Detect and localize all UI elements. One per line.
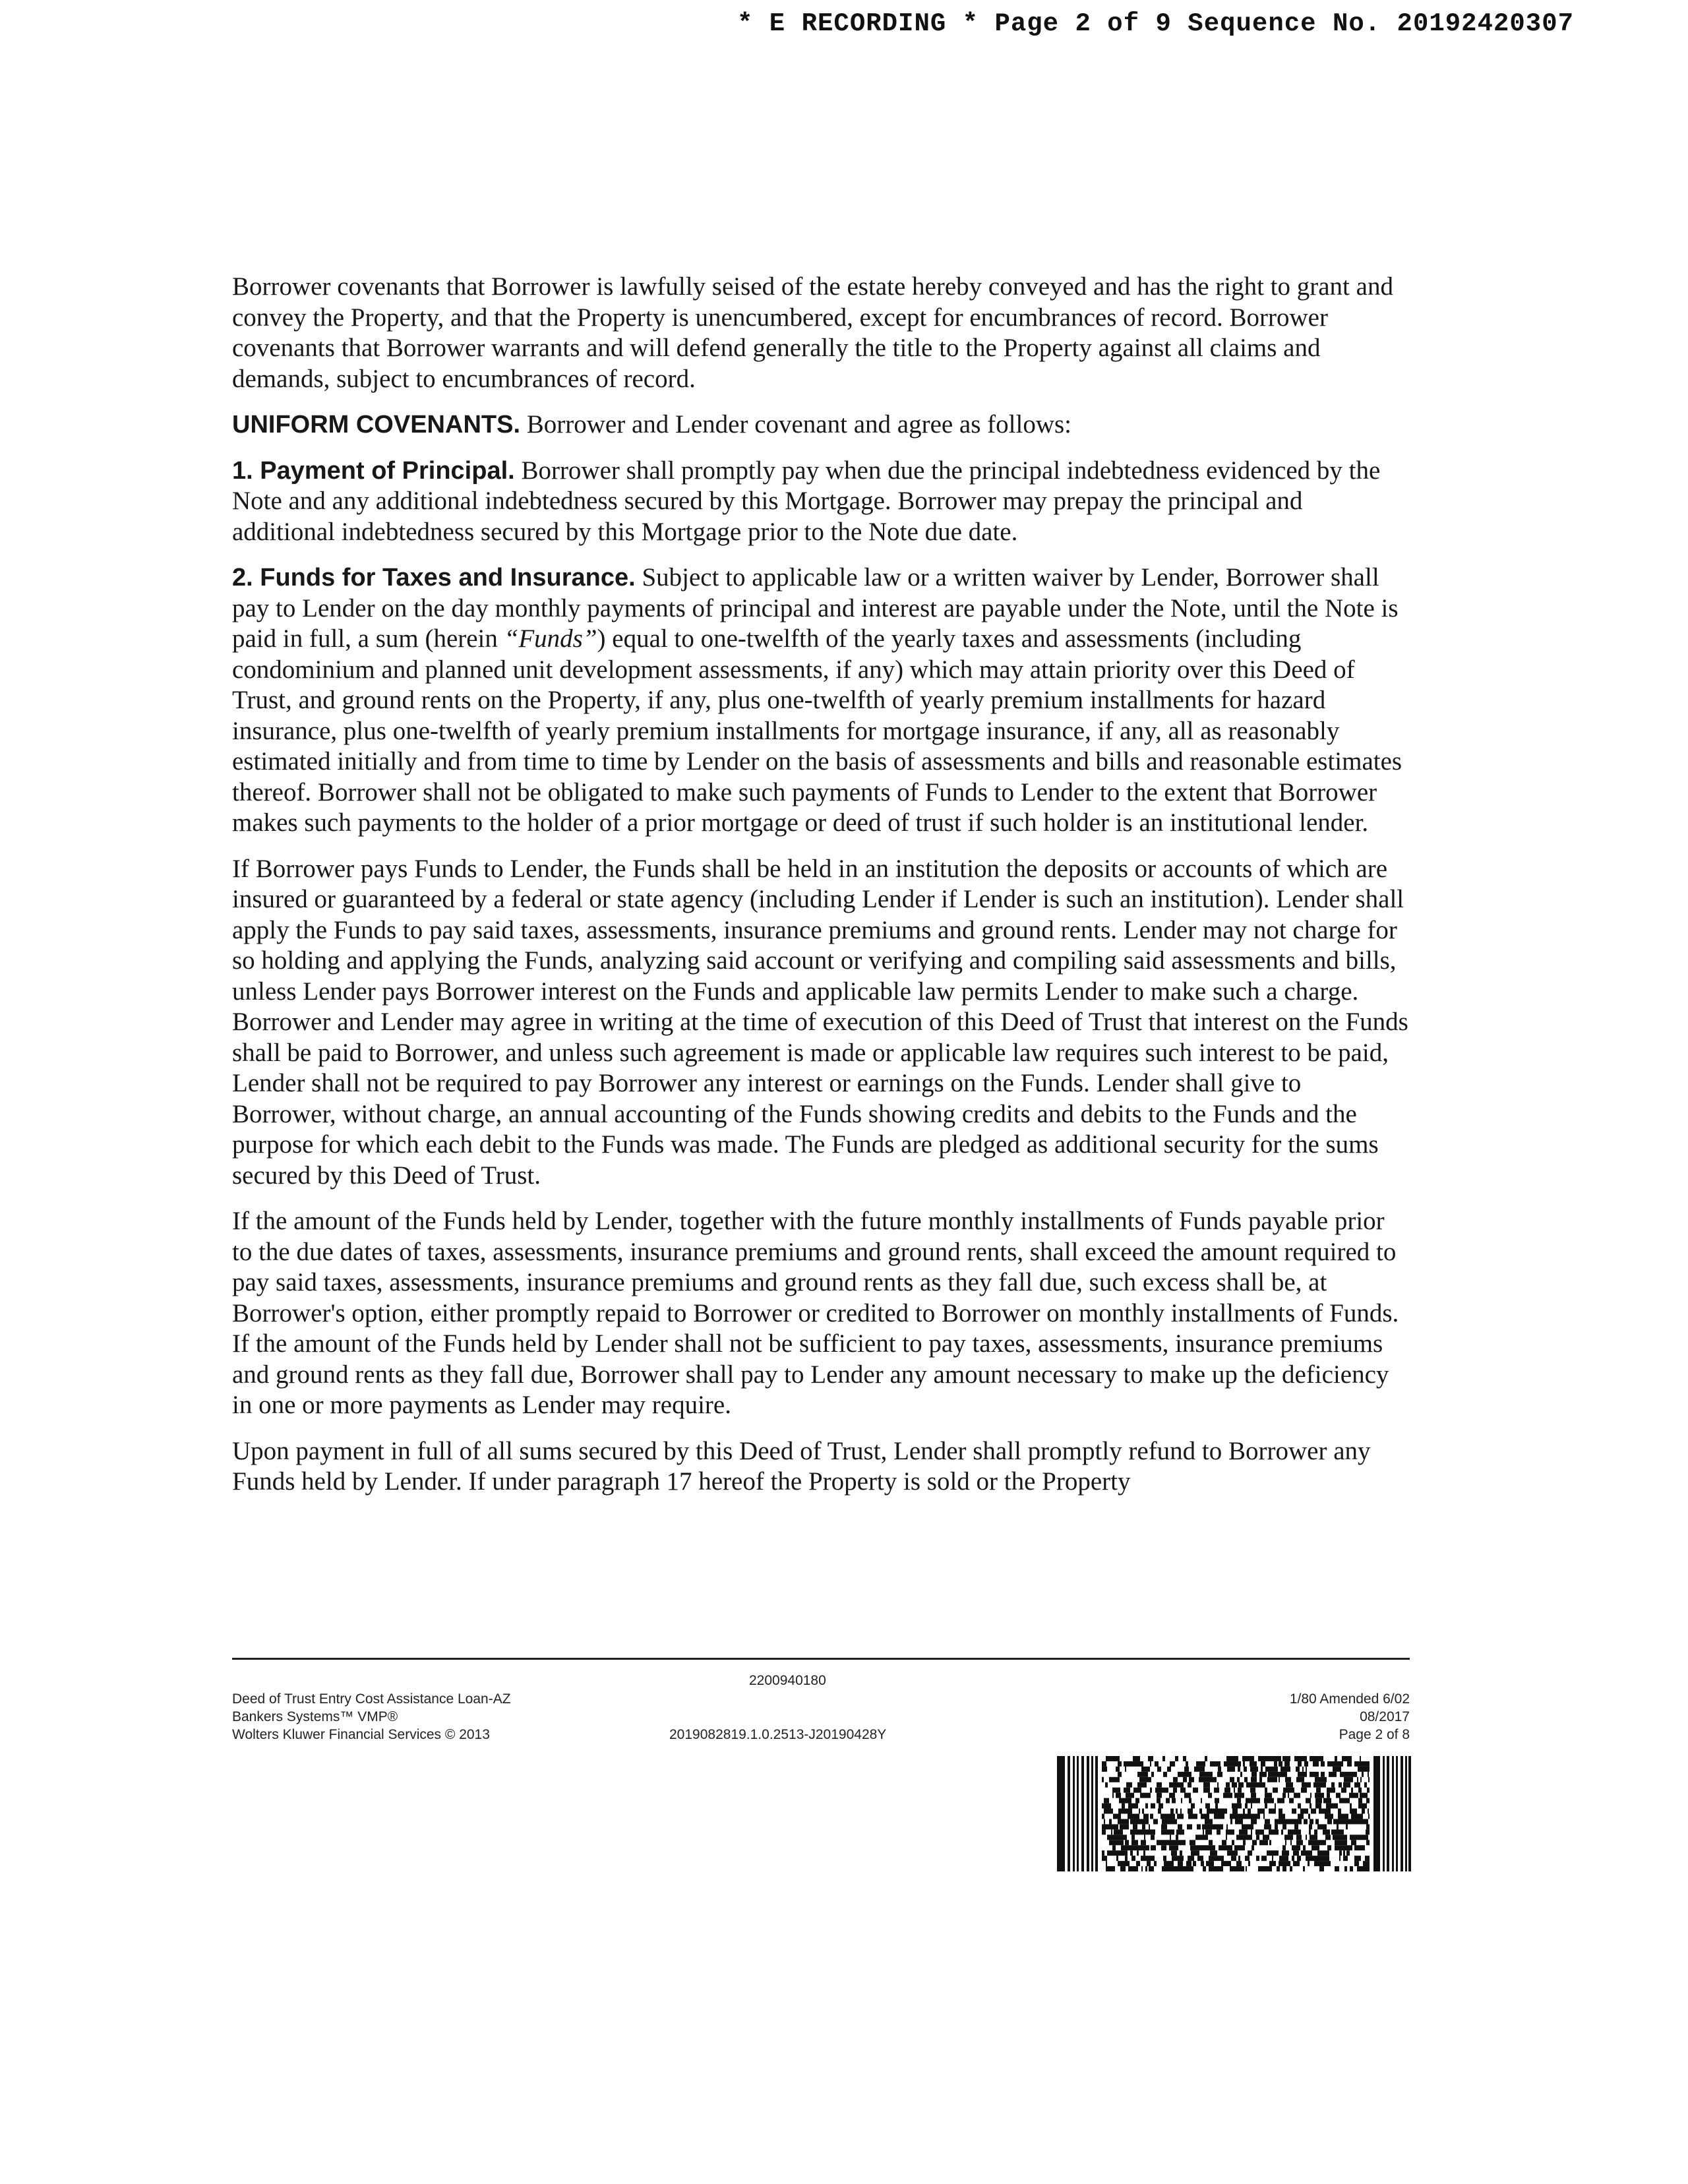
footer-document-id: 2019082819.1.0.2513-J20190428Y [669,1727,887,1742]
section-1-paragraph [232,456,1410,548]
section-2-text-b: ) equal to one-twelfth of the yearly taxes and assessments (including condominium and planned unit development assessments, if any) which may attain priority over this Deed of Trust, and ground rents on the Property, if any, plus one-twelfth of yearly premium installments for hazard insurance, plus one-twelfth of yearly premium installments for mortgage insurance, if any, all as reasonably estimated initially and from time to time by Lender on the basis of assessments and bills and reasonable estimates thereof. Borrower shall not be obligated to make such payments of Funds to Lender to the extent that Borrower makes such payments to the holder of a prior mortgage or deed of trust if such holder is an institutional lender. [232,624,1402,837]
footer-amended: 1/80 Amended 6/02 [1289,1691,1410,1707]
uniform-covenants-heading: UNIFORM COVENANTS. [232,411,520,439]
footer-revision-date: 08/2017 [1360,1709,1410,1724]
footer-form-version [1212,1690,1410,1744]
section-1-text: Borrower shall promptly pay when due the principal indebtedness evidenced by the Note and any additional indebtedness secured by this Mortgage. Borrower may prepay the principal and additional indebtedness secured by this Mortgage prior to the Note due date. [232,456,1381,546]
footer-form-title: Deed of Trust Entry Cost Assistance Loan-AZ [232,1691,511,1707]
footer-loan-number: 2200940180 [749,1673,826,1688]
refund-paragraph: Upon payment in full of all sums secured by this Deed of Trust, Lender shall promptly refund to Borrower any Funds held by Lender. If under paragraph 17 hereof the Property is sold or the Property [232,1436,1371,1496]
footer-vendor: Bankers Systems™ VMP® [232,1709,398,1724]
footer-divider [232,1658,1410,1660]
borrower-covenants-paragraph: Borrower covenants that Borrower is lawfully seised of the estate hereby conveyed and has the right to grant and convey the Property, and that the Property is unencumbered, except for encumbrances of record. Borrower covenants that Borrower warrants and will defend generally the title to the Property against all claims and demands, subject to encumbrances of record. [232,272,1393,393]
excess-funds-paragraph: If the amount of the Funds held by Lender, together with the future monthly installments of Funds payable prior to the due dates of taxes, assessments, insurance premiums and ground rents, shall exceed the amount required to pay said taxes, assessments, insurance premiums and ground rents as they fall due, such excess shall be, at Borrower's option, either promptly repaid to Borrower or credited to Borrower on monthly installments of Funds. If the amount of the Funds held by Lender shall not be sufficient to pay taxes, assessments, insurance premiums and ground rents as they fall due, Borrower shall pay to Lender any amount necessary to make up the deficiency in one or more payments as Lender may require. [232,1207,1399,1419]
recording-header: * E RECORDING * Page 2 of 9 Sequence No. 20192420307 [737,9,1574,38]
footer-page-number: Page 2 of 8 [1339,1727,1410,1742]
pdf417-barcode-icon [1057,1756,1411,1871]
uniform-covenants-text: Borrower and Lender covenant and agree as follows: [526,410,1072,439]
section-2-text-a: Subject to applicable law or a written waiver by Lender, Borrower shall pay to Lender on the day monthly payments of principal and interest are payable under the Note, until the Note is paid in full, a sum (herein [232,563,1399,653]
section-2-paragraph [232,562,1410,839]
document-body [232,272,1410,1513]
uniform-covenants-paragraph [232,410,1410,440]
footer-copyright: Wolters Kluwer Financial Services © 2013 [232,1727,490,1742]
footer-form-info [232,1690,511,1744]
funds-defined-term: “Funds” [504,624,597,653]
funds-held-paragraph: If Borrower pays Funds to Lender, the Funds shall be held in an institution the deposits or accounts of which are insured or guaranteed by a federal or state agency (including Lender if Lender is such an institution). Lender shall apply the Funds to pay said taxes, assessments, insurance premiums and ground rents. Lender may not charge for so holding and applying the Funds, analyzing said account or verifying and compiling said assessments and bills, unless Lender pays Borrower interest on the Funds and applicable law permits Lender to make such a charge. Borrower and Lender may agree in writing at the time of execution of this Deed of Trust that interest on the Funds shall be paid to Borrower, and unless such agreement is made or applicable law requires such interest to be paid, Lender shall not be required to pay Borrower any interest or earnings on the Funds. Lender shall give to Borrower, without charge, an annual accounting of the Funds showing credits and debits to the Funds and the purpose for which each debit to the Funds was made. The Funds are pledged as additional security for the sums secured by this Deed of Trust. [232,854,1408,1190]
section-1-heading: 1. Payment of Principal. [232,456,515,485]
section-2-heading: 2. Funds for Taxes and Insurance. [232,564,636,592]
